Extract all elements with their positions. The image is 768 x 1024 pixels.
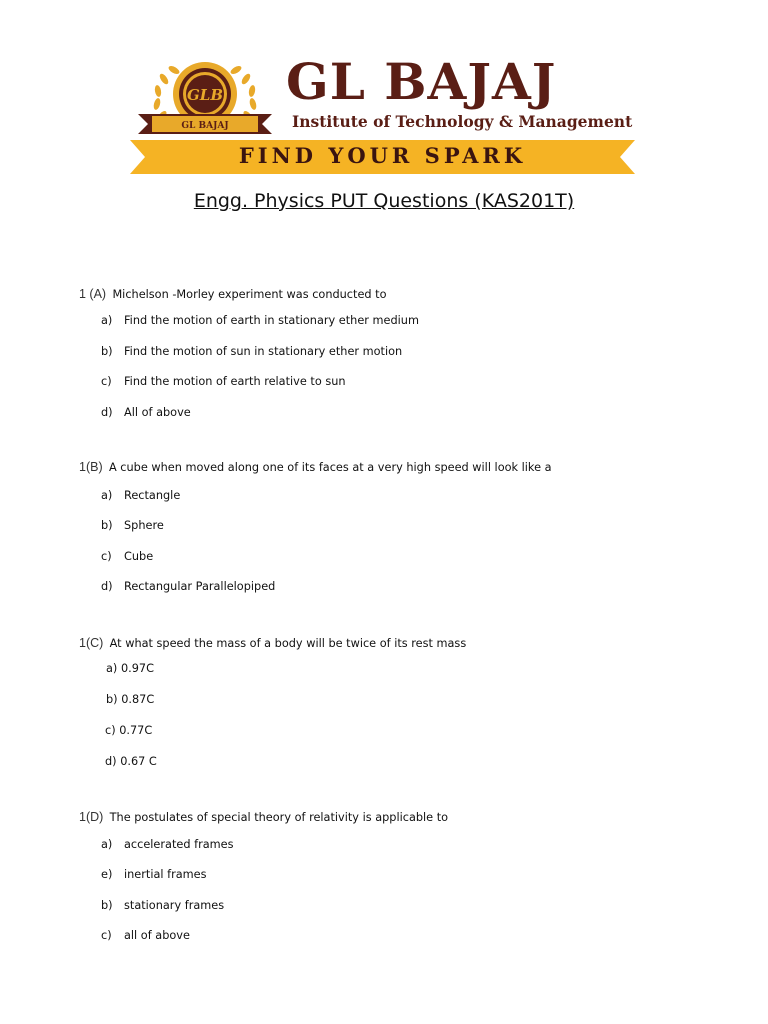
option-text: Sphere bbox=[124, 519, 164, 532]
option-label: a) bbox=[101, 838, 113, 851]
question-number: 1(D) bbox=[79, 810, 104, 824]
institute-emblem-icon bbox=[130, 58, 280, 136]
option-label: c) bbox=[101, 550, 112, 563]
option-label: b) bbox=[101, 519, 113, 532]
option-label: b) bbox=[106, 693, 118, 706]
option-text: Rectangular Parallelopiped bbox=[124, 580, 276, 593]
question-number: 1(C) bbox=[79, 636, 104, 650]
option-label: e) bbox=[101, 868, 113, 881]
option-text: Find the motion of earth in stationary ether medium bbox=[124, 314, 419, 327]
option-text: Cube bbox=[124, 550, 154, 563]
brand-name: GL BAJAJ bbox=[286, 52, 557, 111]
slogan-text: FIND YOUR SPARK bbox=[238, 143, 527, 168]
option-text: Find the motion of sun in stationary ether motion bbox=[124, 345, 403, 358]
question-heading bbox=[79, 636, 466, 650]
answer-option bbox=[106, 693, 154, 706]
option-label: a) bbox=[101, 314, 113, 327]
option-label: a) bbox=[106, 662, 118, 675]
question-heading bbox=[79, 460, 552, 474]
institute-logo bbox=[130, 52, 635, 180]
option-text: all of above bbox=[124, 929, 190, 942]
option-label: d) bbox=[101, 406, 113, 419]
option-text: 0.87C bbox=[121, 693, 155, 706]
answer-option bbox=[105, 755, 157, 768]
question-number: 1(B) bbox=[79, 460, 103, 474]
document-title: Engg. Physics PUT Questions (KAS201T) bbox=[193, 190, 575, 212]
option-text: stationary frames bbox=[124, 899, 225, 912]
option-label: d) bbox=[105, 755, 117, 768]
question-text: Michelson -Morley experiment was conducted to bbox=[112, 288, 387, 301]
emblem-monogram: GLB bbox=[186, 86, 224, 104]
question-heading bbox=[79, 287, 387, 301]
option-label: c) bbox=[105, 724, 116, 737]
option-label: c) bbox=[101, 375, 112, 388]
option-text: accelerated frames bbox=[124, 838, 234, 851]
option-label: b) bbox=[101, 899, 113, 912]
option-label: a) bbox=[101, 489, 113, 502]
question-text: A cube when moved along one of its faces at a very high speed will look like a bbox=[108, 461, 552, 474]
option-label: c) bbox=[101, 929, 112, 942]
question-number: 1 (A) bbox=[79, 287, 107, 301]
option-text: 0.97C bbox=[120, 662, 154, 675]
option-text: All of above bbox=[124, 406, 191, 419]
option-text: Rectangle bbox=[124, 489, 181, 502]
option-text: 0.77C bbox=[119, 724, 153, 737]
question-text: At what speed the mass of a body will be twice of its rest mass bbox=[109, 637, 467, 650]
answer-option bbox=[105, 724, 152, 737]
option-text: inertial frames bbox=[124, 868, 207, 881]
question-heading bbox=[79, 810, 448, 824]
option-text: 0.67 C bbox=[120, 755, 157, 768]
option-text: Find the motion of earth relative to sun bbox=[124, 375, 346, 388]
option-label: b) bbox=[101, 345, 113, 358]
option-label: d) bbox=[101, 580, 113, 593]
question-text: The postulates of special theory of relativity is applicable to bbox=[109, 811, 449, 824]
brand-tagline: Institute of Technology & Management bbox=[292, 112, 633, 131]
answer-option bbox=[106, 662, 154, 675]
emblem-ribbon-text: GL BAJAJ bbox=[181, 121, 229, 131]
